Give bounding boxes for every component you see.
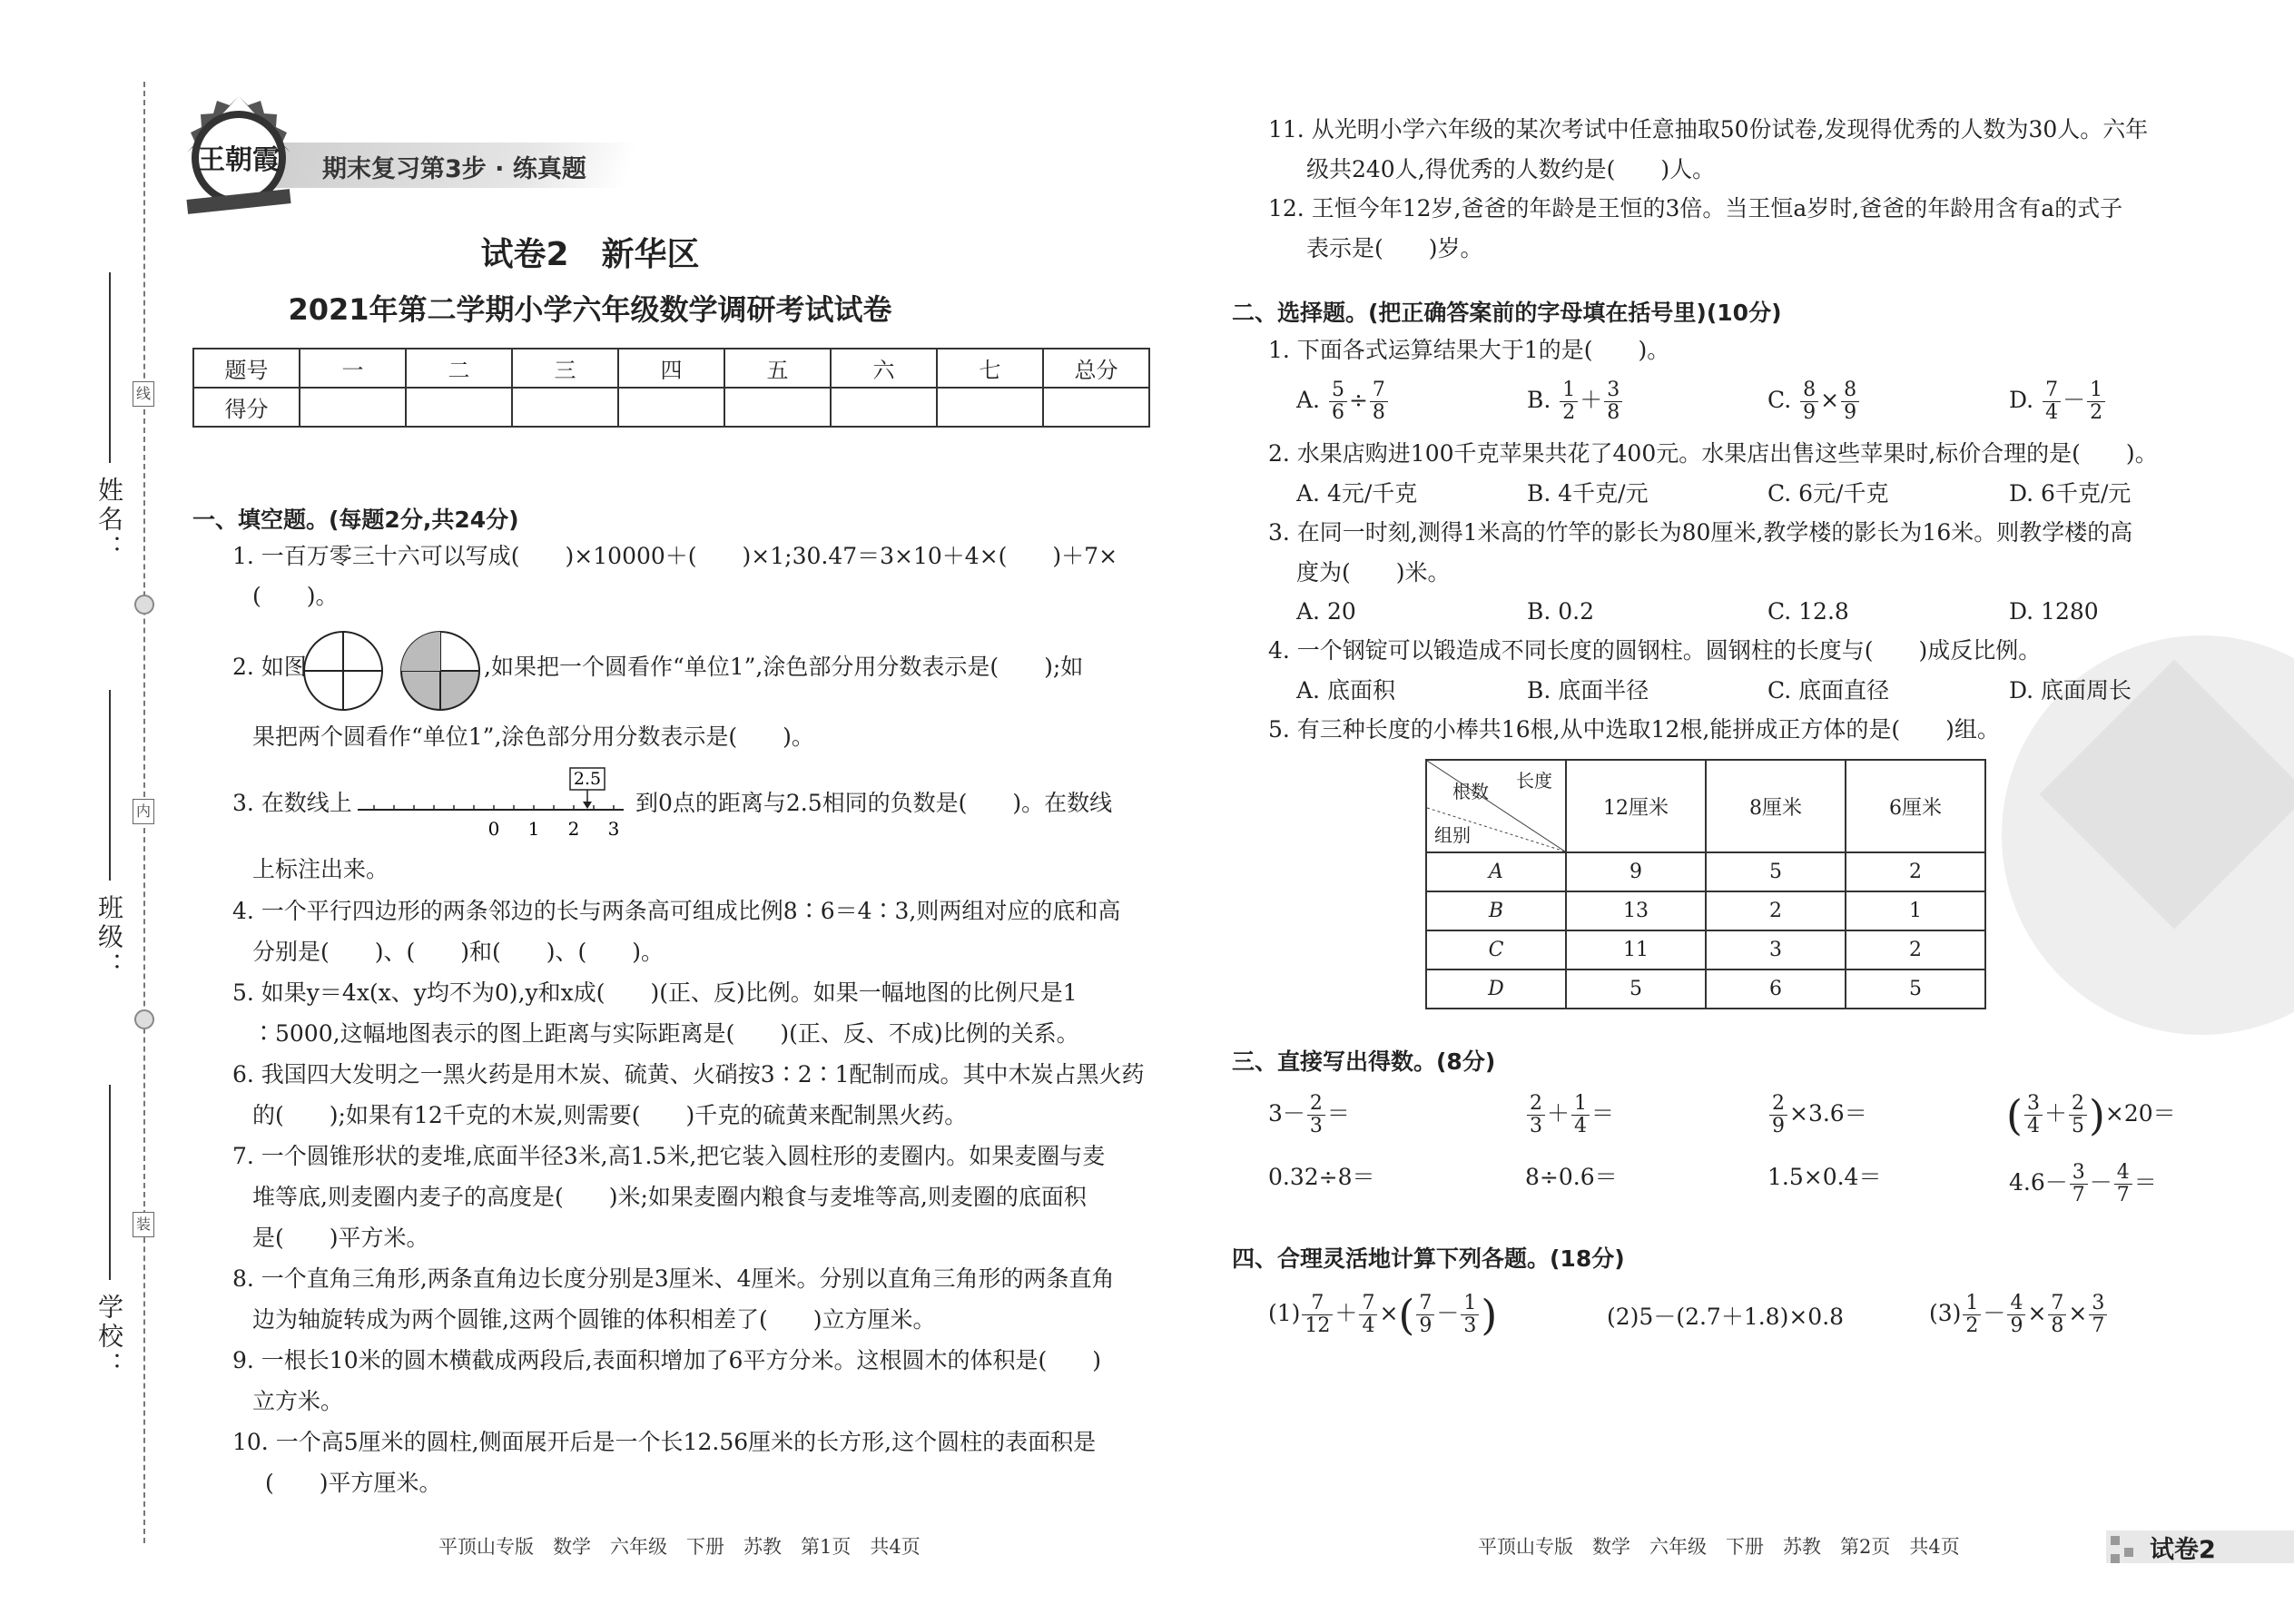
q3-line-1b: 到0点的距离与2.5相同的负数是( )。在数线 [635,790,1113,816]
section-2-title: 二、选择题。(把正确答案前的字母填在括号里)(10分) [1232,300,1782,326]
q1-line-2: ( )。 [252,583,339,609]
score-header-cell: 二 [406,349,512,388]
c1-option-c[interactable]: C. $\frac{8}{9}$ × $\frac{8}{9}$ [1767,379,1861,424]
score-cell[interactable] [406,388,512,427]
score-cell[interactable] [831,388,937,427]
fraction: $\frac{5}{6}$ [1329,379,1347,424]
school-label: 学校： [94,1294,124,1381]
score-table-row [193,349,1149,388]
score-cell[interactable] [1043,388,1149,427]
fraction: $\frac{3}{7}$ [2089,1293,2107,1337]
q1-line-1: 1. 一百万零三十六可以写成( )×10000＋( )×1;30.47＝3×10＋4×( )＋7× [232,543,1118,569]
c3-option-c[interactable]: C. 12.8 [1767,598,1849,625]
q9-line-2: 立方米。 [252,1388,344,1414]
footer-left: 平顶山专版 数学 六年级 下册 苏教 第1页 共4页 [438,1536,921,1558]
paper-tab-label: 试卷2 [2150,1536,2216,1564]
c4-option-b[interactable]: B. 底面半径 [1527,677,1649,704]
count-cell: 5 [1566,969,1706,1009]
score-cell[interactable] [724,388,831,427]
banner-title: 期末复习第3步 · 练真题 [322,155,586,183]
score-cell[interactable] [512,388,618,427]
column-header: 12厘米 [1566,760,1706,852]
seal-mark-seal: 装 [133,1212,154,1237]
fraction: $\frac{7}{4}$ [1359,1293,1377,1337]
binding-ring-icon [134,1009,154,1029]
q7-line-3: 是( )平方米。 [252,1225,429,1251]
diagonal-header-cell [1426,760,1566,852]
c1-option-a[interactable]: A. $\frac{5}{6}$ ÷ $\frac{7}{8}$ [1296,379,1390,424]
option-letter: D. [2009,387,2034,413]
score-header-cell: 一 [300,349,406,388]
fraction: $\frac{1}{3}$ [1461,1293,1479,1337]
table-row [1426,852,1985,891]
count-cell: 5 [1706,852,1846,891]
fraction: $\frac{4}{7}$ [2114,1162,2132,1206]
fraction: $\frac{7}{12}$ [1302,1293,1333,1337]
table-row [1426,969,1985,1009]
q6-line-2: 的( );如果有12千克的木炭,则需要( )千克的硫黄来配制黑火药。 [252,1102,968,1128]
fraction: $\frac{1}{4}$ [1571,1093,1590,1137]
table-row [1426,891,1985,930]
fraction: $\frac{2}{3}$ [1527,1093,1545,1137]
score-row-label: 得分 [193,388,300,427]
c1-option-b[interactable]: B. $\frac{1}{2}$ ＋ $\frac{3}{8}$ [1527,379,1624,424]
fraction: $\frac{7}{4}$ [2043,379,2061,424]
calc-3: $\frac{2}{9}$ ×3.6＝ [1767,1093,1867,1137]
fraction: $\frac{1}{2}$ [2087,379,2105,424]
paper-title: 试卷2 新华区 [480,236,700,273]
calc-6: 8÷0.6＝ [1525,1164,1618,1190]
score-header-cell: 六 [831,349,937,388]
two-circles-figure [302,628,484,714]
name-label: 姓名： [94,477,124,564]
score-header-cell: 五 [724,349,831,388]
c2-option-a[interactable]: A. 4元/千克 [1296,480,1418,507]
calc-8: 4.6－ $\frac{3}{7}$ － $\frac{4}{7}$ ＝ [2009,1161,2157,1206]
c3-line-2: 度为( )米。 [1296,559,1451,586]
score-header-cell: 题号 [193,349,300,388]
c3-line-1: 3. 在同一时刻,测得1米高的竹竿的影长为80厘米,教学楼的影长为16米。则教学楼的高 [1268,519,2133,546]
score-table-row [193,388,1149,427]
q7-line-2: 堆等底,则麦圈内麦子的高度是( )米;如果麦圈内粮食与麦堆等高,则麦圈的底面积 [252,1184,1087,1210]
sticks-table [1425,759,1986,1009]
c5-question: 5. 有三种长度的小棒共16根,从中选取12根,能拼成正方体的是( )组。 [1268,716,2000,743]
group-cell: D [1426,969,1566,1009]
column-header: 8厘米 [1706,760,1846,852]
decor-square [2111,1554,2120,1563]
section-1-title: 一、填空题。(每题2分,共24分) [192,507,519,533]
fraction: $\frac{4}{9}$ [2007,1293,2025,1337]
c4-option-d[interactable]: D. 底面周长 [2009,677,2132,704]
c3-option-a[interactable]: A. 20 [1296,598,1356,625]
fraction: $\frac{8}{9}$ [1841,379,1859,424]
c1-question: 1. 下面各式运算结果大于1的是( )。 [1268,337,1670,363]
calc-2: $\frac{2}{3}$ ＋ $\frac{1}{4}$ ＝ [1525,1093,1614,1137]
problem-1: (1) $\frac{7}{12}$ ＋ $\frac{7}{4}$ ×( $\frac{7}{9}$ － $\frac{1}{3}$ ) [1268,1290,1498,1340]
tick-label: 3 [607,818,620,840]
c4-option-c[interactable]: C. 底面直径 [1767,677,1890,704]
c2-option-b[interactable]: B. 4千克/元 [1527,480,1649,507]
fraction: $\frac{1}{2}$ [1963,1293,1981,1337]
q2-line-2: 果把两个圆看作“单位1”,涂色部分用分数表示是( )。 [252,723,814,750]
column-header: 6厘米 [1846,760,1985,852]
q2-line-1b: ,如果把一个圆看作“单位1”,涂色部分用分数表示是( );如 [484,654,1084,680]
count-cell: 1 [1846,891,1985,930]
count-cell: 11 [1566,930,1706,969]
q12-line-2: 表示是( )岁。 [1306,235,1483,261]
calc-7: 1.5×0.4＝ [1767,1164,1882,1190]
q10-line-1: 10. 一个高5厘米的圆柱,侧面展开后是一个长12.56厘米的长方形,这个圆柱的表面积是 [232,1429,1097,1455]
section-4-title: 四、合理灵活地计算下列各题。(18分) [1232,1245,1625,1272]
score-header-cell: 三 [512,349,618,388]
fraction: $\frac{7}{8}$ [2048,1293,2066,1337]
count-cell: 2 [1846,930,1985,969]
logo-text: 王朝霞 [198,144,280,176]
fraction: $\frac{2}{5}$ [2069,1093,2087,1137]
fraction: $\frac{3}{8}$ [1604,379,1622,424]
header-count: 根数 [1452,781,1489,802]
problem-2: (2)5－(2.7＋1.8)×0.8 [1607,1304,1845,1330]
q2-line-1a: 2. 如图 [232,654,307,680]
score-table [192,348,1150,428]
group-cell: C [1426,930,1566,969]
q12-line-1: 12. 王恒今年12岁,爸爸的年龄是王恒的3倍。当王恒a岁时,爸爸的年龄用含有a的式子 [1268,195,2123,221]
score-header-cell: 四 [618,349,724,388]
binding-ring-icon [134,595,154,615]
count-cell: 3 [1706,930,1846,969]
score-cell[interactable] [937,388,1043,427]
group-cell: A [1426,852,1566,891]
score-header-cell: 总分 [1043,349,1149,388]
q11-line-1: 11. 从光明小学六年级的某次考试中任意抽取50份试卷,发现得优秀的人数为30人。六年 [1268,116,2149,143]
school-field-line[interactable] [109,1085,111,1280]
number-line-figure [356,764,628,846]
q9-line-1: 9. 一根长10米的圆木横截成两段后,表面积增加了6平方分米。这根圆木的体积是( ) [232,1347,1101,1373]
calc-5: 0.32÷8＝ [1268,1164,1375,1190]
problem-3: (3) $\frac{1}{2}$ － $\frac{4}{9}$ × $\frac{7}{8}$ × $\frac{3}{7}$ [1929,1293,2109,1337]
q11-line-2: 级共240人,得优秀的人数约是( )人。 [1306,156,1716,182]
fraction: $\frac{8}{9}$ [1800,379,1818,424]
c3-option-b[interactable]: B. 0.2 [1527,598,1595,625]
fraction: $\frac{7}{9}$ [1416,1293,1434,1337]
q3-line-2: 上标注出来。 [252,856,389,882]
count-cell: 13 [1566,891,1706,930]
section-3-title: 三、直接写出得数。(8分) [1232,1048,1496,1075]
option-letter: A. [1296,387,1321,413]
q3-line-1a: 3. 在数线上 [232,790,352,816]
tick-label: 0 [487,818,500,840]
fraction: $\frac{3}{4}$ [2024,1093,2043,1137]
calc-4: ( $\frac{3}{4}$ ＋ $\frac{2}{5}$ )×20＝ [2006,1090,2176,1140]
option-letter: C. [1767,387,1792,413]
count-cell: 6 [1706,969,1846,1009]
header-length: 长度 [1516,770,1552,792]
q10-line-2: ( )平方厘米。 [265,1470,442,1496]
calc-1: 3－ $\frac{2}{3}$ ＝ [1268,1092,1350,1137]
header-group: 组别 [1434,824,1471,846]
q8-line-1: 8. 一个直角三角形,两条直角边长度分别是3厘米、4厘米。分别以直角三角形的两条直角 [232,1265,1115,1292]
fraction: $\frac{3}{7}$ [2070,1162,2088,1206]
group-cell: B [1426,891,1566,930]
q7-line-1: 7. 一个圆锥形状的麦堆,底面半径3米,高1.5米,把它装入圆柱形的麦圈内。如果麦圈与麦 [232,1143,1106,1169]
c1-option-d[interactable]: D. $\frac{7}{4}$ － $\frac{1}{2}$ [2009,379,2107,424]
class-label: 班级： [94,894,124,981]
fraction: $\frac{2}{9}$ [1769,1093,1787,1137]
count-cell: 9 [1566,852,1706,891]
fraction: $\frac{2}{3}$ [1307,1093,1325,1137]
count-cell: 2 [1706,891,1846,930]
q4-line-1: 4. 一个平行四边形的两条邻边的长与两条高可组成比例8∶6＝4∶3,则两组对应的底和高 [232,898,1121,924]
fraction: $\frac{1}{2}$ [1560,379,1578,424]
q5-line-2: ∶5000,这幅地图表示的图上距离与实际距离是( )(正、反、不成)比例的关系。 [252,1020,1079,1047]
tick-label: 2 [567,818,580,840]
c2-option-c[interactable]: C. 6元/千克 [1767,480,1889,507]
paper-subtitle: 2021年第二学期小学六年级数学调研考试试卷 [288,292,892,327]
sticks-table-header [1426,760,1985,852]
decor-square [2124,1548,2133,1557]
q6-line-1: 6. 我国四大发明之一黑火药是用木炭、硫黄、火硝按3∶2∶1配制而成。其中木炭占黑火药 [232,1061,1145,1088]
number-line-marker-label: 2.5 [573,769,602,789]
seal-mark-line: 线 [133,381,154,407]
tick-label: 1 [527,818,540,840]
q8-line-2: 边为轴旋转成为两个圆锥,这两个圆锥的体积相差了( )立方厘米。 [252,1306,936,1333]
footer-right: 平顶山专版 数学 六年级 下册 苏教 第2页 共4页 [1478,1536,1960,1558]
score-cell[interactable] [300,388,406,427]
c4-question: 4. 一个钢锭可以锻造成不同长度的圆钢柱。圆钢柱的长度与( )成反比例。 [1268,637,2042,664]
seal-mark-inside: 内 [133,799,154,824]
count-cell: 5 [1846,969,1985,1009]
c4-option-a[interactable]: A. 底面积 [1296,677,1395,704]
score-header-cell: 七 [937,349,1043,388]
option-letter: B. [1527,387,1551,413]
table-row [1426,930,1985,969]
decor-square [2111,1536,2120,1545]
publisher-logo-icon [180,93,298,220]
c2-question: 2. 水果店购进100千克苹果共花了400元。水果店出售这些苹果时,标价合理的是( )。 [1268,440,2158,467]
c2-option-d[interactable]: D. 6千克/元 [2009,480,2132,507]
score-cell[interactable] [618,388,724,427]
c3-option-d[interactable]: D. 1280 [2009,598,2099,625]
fraction: $\frac{7}{8}$ [1370,379,1388,424]
count-cell: 2 [1846,852,1985,891]
q4-line-2: 分别是( )、( )和( )、( )。 [252,939,665,965]
class-field-line[interactable] [109,690,111,881]
q5-line-1: 5. 如果y＝4x(x、y均不为0),y和x成( )(正、反)比例。如果一幅地图的比例尺是1 [232,979,1078,1006]
